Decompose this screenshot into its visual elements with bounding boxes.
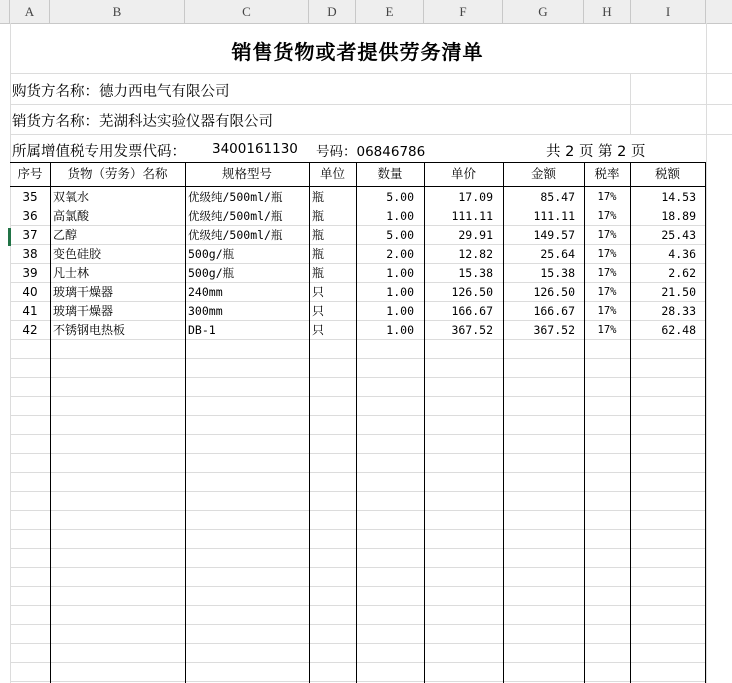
column-header-e[interactable]: E (356, 0, 424, 23)
cell-rate[interactable]: 17% (597, 305, 617, 317)
cell-price[interactable]: 166.67 (451, 304, 493, 318)
cell-rate[interactable]: 17% (597, 210, 617, 222)
document-title: 销售货物或者提供劳务清单 (231, 40, 484, 64)
cell-tax[interactable]: 4.36 (668, 247, 696, 261)
header-unit[interactable]: 单位 (319, 166, 345, 181)
cell-tax[interactable]: 62.48 (661, 323, 696, 337)
cell-rate[interactable]: 17% (597, 248, 617, 260)
cell-spec[interactable]: 500g/瓶 (188, 247, 235, 261)
buyer-name: 德力西电气有限公司 (99, 84, 230, 100)
cell-rate[interactable]: 17% (597, 324, 617, 336)
header-tax[interactable]: 税额 (654, 166, 680, 181)
cell-name[interactable]: 玻璃干燥器 (53, 285, 114, 299)
cell-no[interactable]: 37 (22, 228, 38, 242)
cell-spec[interactable]: 240mm (188, 285, 223, 299)
cell-qty[interactable]: 2.00 (386, 247, 414, 261)
cell-no[interactable]: 38 (22, 247, 38, 261)
cell-rate[interactable]: 17% (597, 229, 617, 241)
cell-price[interactable]: 15.38 (458, 266, 493, 280)
cell-unit[interactable]: 瓶 (312, 247, 325, 261)
cell-unit[interactable]: 瓶 (312, 228, 325, 242)
invoice-code[interactable]: 3400161130 (212, 141, 298, 157)
cell-tax[interactable]: 21.50 (661, 285, 696, 299)
cell-amount[interactable]: 15.38 (540, 266, 575, 280)
column-header-g[interactable]: G (503, 0, 584, 23)
cell-qty[interactable]: 1.00 (386, 266, 414, 280)
cell-name[interactable]: 变色硅胶 (53, 247, 102, 261)
cell-no[interactable]: 36 (22, 209, 38, 223)
cell-tax[interactable]: 14.53 (661, 190, 696, 204)
cell-name[interactable]: 凡士林 (53, 266, 90, 280)
cell-tax[interactable]: 25.43 (661, 228, 696, 242)
cell-tax[interactable]: 18.89 (661, 209, 696, 223)
cell-spec[interactable]: 优级纯/500ml/瓶 (188, 209, 283, 223)
column-header-h[interactable]: H (584, 0, 631, 23)
header-rate[interactable]: 税率 (594, 166, 620, 181)
header-spec[interactable]: 规格型号 (221, 166, 272, 181)
invoice-number-label: 号码： (316, 144, 357, 160)
cell-name[interactable]: 不锈钢电热板 (53, 323, 126, 337)
cell-spec[interactable]: DB-1 (188, 323, 216, 337)
buyer-label: 购货方名称： (12, 84, 99, 100)
cell-name[interactable]: 乙醇 (53, 228, 78, 242)
active-row-indicator (8, 228, 11, 246)
cell-price[interactable]: 29.91 (458, 228, 493, 242)
page-info[interactable]: 共 2 页 第 2 页 (546, 144, 646, 160)
header-name[interactable]: 货物（劳务）名称 (67, 166, 168, 181)
cell-spec[interactable]: 优级纯/500ml/瓶 (188, 190, 283, 204)
cell-unit[interactable]: 只 (312, 304, 325, 318)
cell-spec[interactable]: 500g/瓶 (188, 266, 235, 280)
cell-rate[interactable]: 17% (597, 191, 617, 203)
cell-price[interactable]: 17.09 (458, 190, 493, 204)
column-header-next[interactable] (706, 0, 732, 23)
cell-qty[interactable]: 1.00 (386, 323, 414, 337)
header-amount[interactable]: 金额 (530, 166, 556, 181)
cell-amount[interactable]: 85.47 (540, 190, 575, 204)
seller-name: 芜湖科达实验仪器有限公司 (99, 114, 273, 130)
cell-unit[interactable]: 只 (312, 323, 325, 337)
header-no[interactable]: 序号 (17, 166, 43, 181)
invoice-number-row[interactable] (316, 140, 425, 160)
column-header-d[interactable]: D (309, 0, 356, 23)
cell-qty[interactable]: 1.00 (386, 209, 414, 223)
cell-amount[interactable]: 367.52 (533, 323, 575, 337)
cell-rate[interactable]: 17% (597, 267, 617, 279)
header-qty[interactable]: 数量 (377, 166, 403, 181)
cell-name[interactable]: 双氧水 (53, 190, 90, 204)
column-header-a[interactable]: A (10, 0, 50, 23)
buyer-row[interactable] (12, 80, 230, 101)
cell-no[interactable]: 35 (22, 190, 38, 204)
cell-unit[interactable]: 瓶 (312, 266, 325, 280)
column-header-f[interactable]: F (424, 0, 503, 23)
cell-amount[interactable]: 149.57 (533, 228, 575, 242)
column-header-bar (0, 0, 732, 24)
cell-unit[interactable]: 只 (312, 285, 325, 299)
cell-qty[interactable]: 5.00 (386, 190, 414, 204)
cell-tax[interactable]: 28.33 (661, 304, 696, 318)
cell-rate[interactable]: 17% (597, 286, 617, 298)
cell-qty[interactable]: 1.00 (386, 285, 414, 299)
cell-price[interactable]: 126.50 (451, 285, 493, 299)
cell-qty[interactable]: 1.00 (386, 304, 414, 318)
invoice-code-label[interactable]: 所属增值税专用发票代码： (12, 144, 186, 160)
cell-no[interactable]: 40 (22, 285, 38, 299)
seller-row[interactable] (12, 110, 273, 131)
cell-name[interactable]: 玻璃干燥器 (53, 304, 114, 318)
cell-price[interactable]: 12.82 (458, 247, 493, 261)
header-price[interactable]: 单价 (450, 166, 476, 181)
cell-spec[interactable]: 300mm (188, 304, 223, 318)
cell-qty[interactable]: 5.00 (386, 228, 414, 242)
cell-amount[interactable]: 25.64 (540, 247, 575, 261)
cell-price[interactable]: 111.11 (451, 209, 493, 223)
cell-no[interactable]: 42 (22, 323, 38, 337)
cell-amount[interactable]: 111.11 (533, 209, 575, 223)
cell-amount[interactable]: 126.50 (533, 285, 575, 299)
cell-tax[interactable]: 2.62 (668, 266, 696, 280)
seller-label: 销货方名称： (12, 114, 99, 130)
cell-no[interactable]: 39 (22, 266, 38, 280)
invoice-number: 06846786 (356, 144, 426, 160)
cell-amount[interactable]: 166.67 (533, 304, 575, 318)
cell-unit[interactable]: 瓶 (312, 190, 325, 204)
cell-name[interactable]: 高氯酸 (53, 209, 90, 223)
column-header-b[interactable]: B (50, 0, 185, 23)
column-header-i[interactable]: I (631, 0, 706, 23)
cell-unit[interactable]: 瓶 (312, 209, 325, 223)
select-all-corner[interactable] (0, 0, 10, 23)
cell-price[interactable]: 367.52 (451, 323, 493, 337)
cell-no[interactable]: 41 (22, 304, 38, 318)
column-header-c[interactable]: C (185, 0, 309, 23)
cell-spec[interactable]: 优级纯/500ml/瓶 (188, 228, 283, 242)
